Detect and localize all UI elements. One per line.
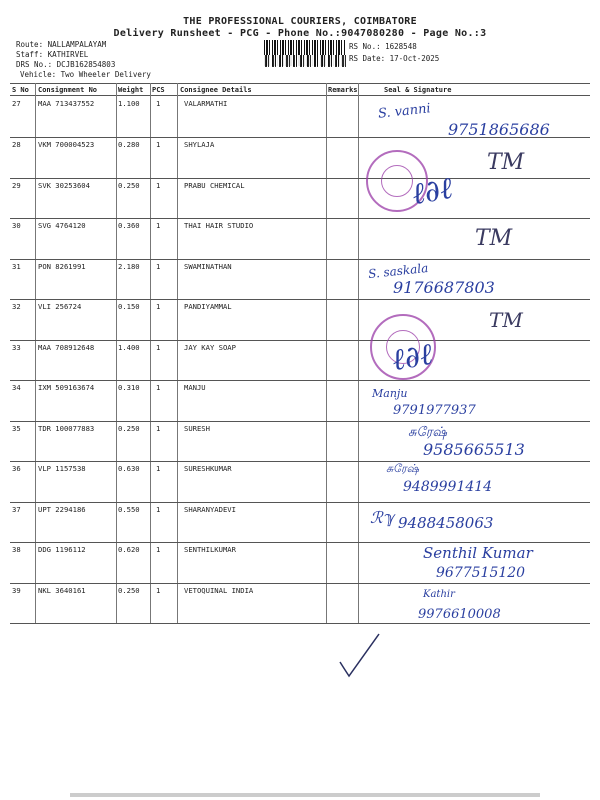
rs-date: RS Date: 17-Oct-2025 bbox=[349, 54, 440, 63]
row-rule bbox=[10, 461, 590, 462]
row-weight: 0.250 bbox=[118, 424, 140, 433]
row-sno: 29 bbox=[12, 181, 21, 190]
row-rule bbox=[10, 542, 590, 543]
row-consignment: UPT 2294186 bbox=[38, 505, 86, 514]
row-weight: 0.250 bbox=[118, 181, 140, 190]
row-consignee: SHARANYADEVI bbox=[184, 505, 236, 514]
row-consignment: NKL 3640161 bbox=[38, 586, 86, 595]
row-consignment: DDG 1196112 bbox=[38, 545, 86, 554]
col-weight: Weight bbox=[118, 86, 144, 94]
table-header-rule bbox=[10, 95, 590, 96]
row-rule bbox=[10, 340, 590, 341]
signature-name: Senthil Kumar bbox=[423, 544, 533, 562]
table-top-rule bbox=[10, 83, 590, 84]
signature-phone: 9976610008 bbox=[418, 607, 501, 622]
row-rule bbox=[10, 583, 590, 584]
staff-text: Staff: KATHIRVEL bbox=[16, 50, 89, 59]
signature-name: S. vanni bbox=[377, 101, 432, 122]
row-pcs: 1 bbox=[156, 302, 161, 311]
runsheet-subtitle: Delivery Runsheet - PCG - Phone No.:9047080280 - Page No.:3 bbox=[113, 28, 487, 39]
row-consignment: VLP 1157538 bbox=[38, 464, 86, 473]
col-consignee: Consignee Details bbox=[180, 86, 252, 94]
row-weight: 0.550 bbox=[118, 505, 140, 514]
row-sno: 34 bbox=[12, 383, 21, 392]
row-consignee: SURESHKUMAR bbox=[184, 464, 232, 473]
row-consignee: THAI HAIR STUDIO bbox=[184, 221, 254, 230]
row-weight: 1.400 bbox=[118, 343, 140, 352]
signature-scribble-icon: ℓ∂ℓ bbox=[409, 170, 456, 213]
row-weight: 0.150 bbox=[118, 302, 140, 311]
row-rule bbox=[10, 259, 590, 260]
scan-edge-shadow bbox=[70, 793, 540, 797]
row-consignee: SHYLAJA bbox=[184, 140, 215, 149]
row-consignee: VETOQUINAL INDIA bbox=[184, 586, 254, 595]
route-text: Route: NALLAMPALAYAM bbox=[16, 40, 107, 49]
signature-phone: 9488458063 bbox=[398, 514, 494, 532]
row-consignee: SWAMINATHAN bbox=[184, 262, 232, 271]
row-rule bbox=[10, 178, 590, 179]
signature-phone: 9585665513 bbox=[423, 440, 525, 459]
row-sno: 30 bbox=[12, 221, 21, 230]
row-pcs: 1 bbox=[156, 383, 161, 392]
signature-scribble-icon: ℛℽ bbox=[370, 508, 395, 527]
row-consignee: JAY KAY SOAP bbox=[184, 343, 236, 352]
row-pcs: 1 bbox=[156, 505, 161, 514]
signature-phone: 9176687803 bbox=[393, 278, 495, 297]
signature-initials: TM bbox=[487, 150, 525, 175]
row-consignee: PRABU CHEMICAL bbox=[184, 181, 245, 190]
col-remarks: Remarks bbox=[328, 86, 358, 94]
row-sno: 28 bbox=[12, 140, 21, 149]
signature-name: S. saskala bbox=[367, 260, 429, 282]
row-rule bbox=[10, 623, 590, 624]
signature-name: சுரேஷ் bbox=[386, 462, 419, 475]
row-weight: 0.250 bbox=[118, 586, 140, 595]
signature-initials: TM bbox=[489, 308, 523, 332]
row-sno: 38 bbox=[12, 545, 21, 554]
signature-scribble-icon: ℓ∂ℓ bbox=[389, 336, 436, 379]
row-consignment: PON 8261991 bbox=[38, 262, 86, 271]
row-sno: 39 bbox=[12, 586, 21, 595]
signature-name: Kathir bbox=[423, 589, 455, 600]
row-weight: 0.310 bbox=[118, 383, 140, 392]
row-sno: 31 bbox=[12, 262, 21, 271]
row-consignee: VALARMATHI bbox=[184, 99, 228, 108]
row-consignee: SURESH bbox=[184, 424, 210, 433]
row-consignment: VKM 700004523 bbox=[38, 140, 95, 149]
row-weight: 0.360 bbox=[118, 221, 140, 230]
col-sno: S No bbox=[12, 86, 29, 94]
row-pcs: 1 bbox=[156, 221, 161, 230]
row-sno: 32 bbox=[12, 302, 21, 311]
row-consignment: TDR 100077883 bbox=[38, 424, 95, 433]
signature-phone: 9791977937 bbox=[393, 403, 476, 418]
row-sno: 37 bbox=[12, 505, 21, 514]
row-sno: 35 bbox=[12, 424, 21, 433]
meta-block bbox=[16, 40, 151, 80]
row-sno: 33 bbox=[12, 343, 21, 352]
row-consignee: SENTHILKUMAR bbox=[184, 545, 236, 554]
row-consignment: SVK 30253604 bbox=[38, 181, 90, 190]
row-consignment: IXM 509163674 bbox=[38, 383, 95, 392]
check-mark-icon bbox=[335, 630, 385, 680]
row-pcs: 1 bbox=[156, 262, 161, 271]
company-title: THE PROFESSIONAL COURIERS, COIMBATORE bbox=[183, 16, 417, 27]
row-sno: 36 bbox=[12, 464, 21, 473]
row-consignment: SVG 4764120 bbox=[38, 221, 86, 230]
row-sno: 27 bbox=[12, 99, 21, 108]
row-pcs: 1 bbox=[156, 586, 161, 595]
signature-name: Manju bbox=[372, 387, 408, 400]
row-rule bbox=[10, 218, 590, 219]
row-rule bbox=[10, 502, 590, 503]
row-pcs: 1 bbox=[156, 343, 161, 352]
signature-name: சுரேஷ் bbox=[408, 425, 447, 440]
drs-text: DRS No.: DCJB162854803 bbox=[16, 60, 116, 69]
row-rule bbox=[10, 421, 590, 422]
row-weight: 2.180 bbox=[118, 262, 140, 271]
row-pcs: 1 bbox=[156, 99, 161, 108]
row-weight: 0.280 bbox=[118, 140, 140, 149]
row-rule bbox=[10, 380, 590, 381]
row-rule bbox=[10, 299, 590, 300]
row-weight: 0.630 bbox=[118, 464, 140, 473]
row-consignee: PANDIYAMMAL bbox=[184, 302, 232, 311]
col-pcs: PCS bbox=[152, 86, 165, 94]
row-pcs: 1 bbox=[156, 545, 161, 554]
row-consignment: MAA 713437552 bbox=[38, 99, 95, 108]
row-pcs: 1 bbox=[156, 140, 161, 149]
row-pcs: 1 bbox=[156, 181, 161, 190]
signature-phone: 9489991414 bbox=[403, 479, 493, 495]
rs-block bbox=[349, 41, 439, 65]
row-weight: 0.620 bbox=[118, 545, 140, 554]
signature-initials: TM bbox=[475, 226, 513, 251]
row-consignment: MAA 708912648 bbox=[38, 343, 95, 352]
col-seal: Seal & Signature bbox=[384, 86, 452, 94]
row-pcs: 1 bbox=[156, 424, 161, 433]
row-consignee: MANJU bbox=[184, 383, 206, 392]
row-consignment: VLI 256724 bbox=[38, 302, 82, 311]
vehicle-text: Vehicle: Two Wheeler Delivery bbox=[20, 70, 151, 79]
rs-number: RS No.: 1628548 bbox=[349, 42, 417, 51]
row-pcs: 1 bbox=[156, 464, 161, 473]
row-weight: 1.100 bbox=[118, 99, 140, 108]
col-consignment: Consignment No bbox=[38, 86, 98, 94]
signature-phone: 9751865686 bbox=[448, 120, 550, 139]
barcode-image-lower bbox=[264, 55, 346, 67]
signature-phone: 9677515120 bbox=[436, 565, 526, 581]
